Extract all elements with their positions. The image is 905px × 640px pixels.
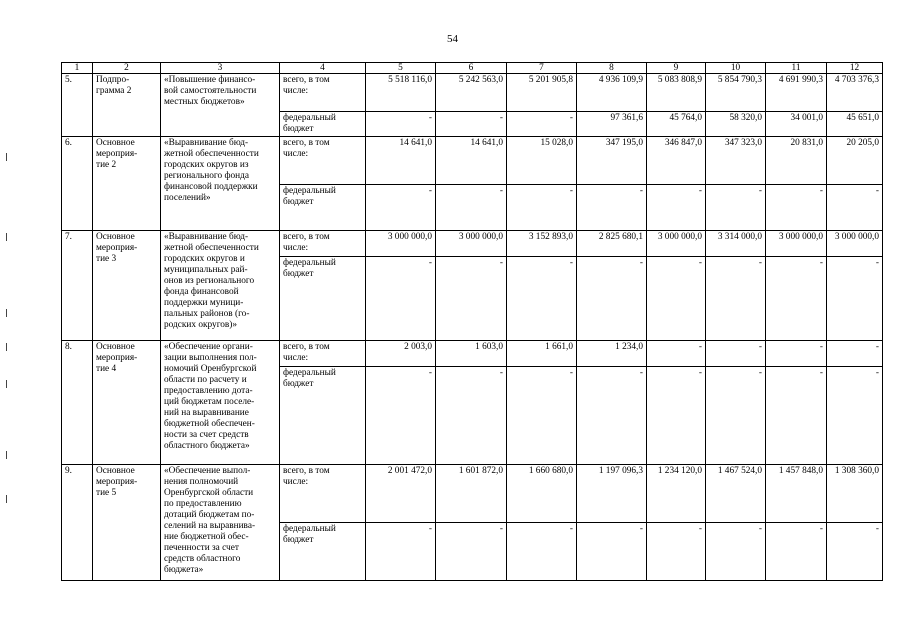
total-value: 1 234,0 xyxy=(577,341,647,367)
federal-label: федеральный бюджет xyxy=(280,185,366,231)
federal-value: - xyxy=(706,523,766,581)
total-label: всего, в том числе: xyxy=(280,465,366,523)
row-name: «Выравнивание бюд- жетной обеспеченности городских округов и муниципальных рай- онов из регионального фонда финансовой поддержки муници- пальных районов (го- родских округов)» xyxy=(161,231,280,341)
federal-label: федеральный бюджет xyxy=(280,112,366,137)
federal-value: - xyxy=(706,185,766,231)
federal-value: - xyxy=(577,257,647,341)
federal-value: - xyxy=(647,367,706,465)
total-value: 5 083 808,9 xyxy=(647,74,706,112)
row-name: «Обеспечение органи- зации выполнения пол- номочий Оренбургской области по расчету и предоставлению дота- ций бюджетам поселе- ний на выравнивание бюджетной обеспечен- ности за счет средств областного бюджета» xyxy=(161,341,280,465)
total-value: 14 641,0 xyxy=(436,137,507,185)
total-value: 1 234 120,0 xyxy=(647,465,706,523)
total-value: 1 661,0 xyxy=(507,341,577,367)
margin-mark xyxy=(6,495,7,503)
federal-value: - xyxy=(436,523,507,581)
federal-value: - xyxy=(366,257,436,341)
federal-value: 58 320,0 xyxy=(706,112,766,137)
total-value: 5 854 790,3 xyxy=(706,74,766,112)
federal-value: - xyxy=(436,112,507,137)
total-value: 2 003,0 xyxy=(366,341,436,367)
federal-value: - xyxy=(436,257,507,341)
federal-value: - xyxy=(436,367,507,465)
federal-value: - xyxy=(507,112,577,137)
federal-value: - xyxy=(507,523,577,581)
total-value: 20 205,0 xyxy=(827,137,883,185)
margin-mark xyxy=(6,343,7,351)
federal-value: - xyxy=(827,367,883,465)
total-value: 347 323,0 xyxy=(706,137,766,185)
federal-label: федеральный бюджет xyxy=(280,257,366,341)
federal-value: - xyxy=(366,523,436,581)
total-value: 15 028,0 xyxy=(507,137,577,185)
page-number: 54 xyxy=(447,33,458,45)
federal-value: - xyxy=(827,185,883,231)
total-value: 3 000 000,0 xyxy=(366,231,436,257)
table-row xyxy=(62,465,883,523)
row-name: «Выравнивание бюд- жетной обеспеченности городских округов из регионального фонда финансовой поддержки поселений» xyxy=(161,137,280,231)
total-value: 3 152 893,0 xyxy=(507,231,577,257)
total-value: 1 467 524,0 xyxy=(706,465,766,523)
federal-value: - xyxy=(766,257,827,341)
federal-value: - xyxy=(577,185,647,231)
federal-value: - xyxy=(706,257,766,341)
federal-value: - xyxy=(507,257,577,341)
column-header: 4 xyxy=(280,63,366,74)
federal-value: - xyxy=(507,185,577,231)
federal-value: 45 764,0 xyxy=(647,112,706,137)
federal-label: федеральный бюджет xyxy=(280,523,366,581)
total-value: 5 242 563,0 xyxy=(436,74,507,112)
row-type: Основное мероприя- тие 2 xyxy=(93,137,161,231)
total-value: 1 457 848,0 xyxy=(766,465,827,523)
header-row xyxy=(62,63,883,74)
table-row xyxy=(62,74,883,112)
margin-mark xyxy=(6,309,7,317)
row-number: 7. xyxy=(62,231,93,341)
total-value: 4 936 109,9 xyxy=(577,74,647,112)
row-number: 8. xyxy=(62,341,93,465)
margin-mark xyxy=(6,153,7,161)
total-value: 1 601 872,0 xyxy=(436,465,507,523)
federal-value: - xyxy=(577,367,647,465)
federal-value: - xyxy=(706,367,766,465)
total-value: 3 000 000,0 xyxy=(436,231,507,257)
column-header: 1 xyxy=(62,63,93,74)
total-value: 1 603,0 xyxy=(436,341,507,367)
total-value: 1 308 360,0 xyxy=(827,465,883,523)
federal-value: - xyxy=(366,367,436,465)
column-header: 8 xyxy=(577,63,647,74)
total-value: 347 195,0 xyxy=(577,137,647,185)
federal-value: - xyxy=(766,523,827,581)
total-value: 4 691 990,3 xyxy=(766,74,827,112)
margin-mark xyxy=(6,380,7,388)
column-header: 10 xyxy=(706,63,766,74)
total-value: 3 000 000,0 xyxy=(766,231,827,257)
federal-label: федеральный бюджет xyxy=(280,367,366,465)
row-name: «Повышение финансо- вой самостоятельности местных бюджетов» xyxy=(161,74,280,137)
column-header: 11 xyxy=(766,63,827,74)
total-value: 20 831,0 xyxy=(766,137,827,185)
federal-value: - xyxy=(366,185,436,231)
total-value: 346 847,0 xyxy=(647,137,706,185)
total-value: - xyxy=(647,341,706,367)
federal-value: - xyxy=(507,367,577,465)
margin-mark xyxy=(6,451,7,459)
total-value: 3 000 000,0 xyxy=(827,231,883,257)
column-header: 2 xyxy=(93,63,161,74)
table-row xyxy=(62,231,883,257)
total-label: всего, в том числе: xyxy=(280,74,366,112)
total-value: - xyxy=(827,341,883,367)
row-type: Основное мероприя- тие 5 xyxy=(93,465,161,581)
column-header: 12 xyxy=(827,63,883,74)
total-label: всего, в том числе: xyxy=(280,137,366,185)
column-header: 7 xyxy=(507,63,577,74)
total-label: всего, в том числе: xyxy=(280,341,366,367)
total-value: 14 641,0 xyxy=(366,137,436,185)
federal-value: 45 651,0 xyxy=(827,112,883,137)
federal-value: - xyxy=(647,523,706,581)
row-type: Подпро- грамма 2 xyxy=(93,74,161,137)
total-value: - xyxy=(766,341,827,367)
row-type: Основное мероприя- тие 4 xyxy=(93,341,161,465)
total-value: 3 314 000,0 xyxy=(706,231,766,257)
federal-value: - xyxy=(766,367,827,465)
federal-value: - xyxy=(827,523,883,581)
table-row xyxy=(62,341,883,367)
row-number: 9. xyxy=(62,465,93,581)
row-number: 6. xyxy=(62,137,93,231)
total-value: 5 518 116,0 xyxy=(366,74,436,112)
federal-value: - xyxy=(577,523,647,581)
total-value: 1 197 096,3 xyxy=(577,465,647,523)
row-number: 5. xyxy=(62,74,93,137)
federal-value: - xyxy=(436,185,507,231)
total-value: - xyxy=(706,341,766,367)
federal-value: - xyxy=(647,257,706,341)
federal-value: 97 361,6 xyxy=(577,112,647,137)
column-header: 6 xyxy=(436,63,507,74)
column-header: 9 xyxy=(647,63,706,74)
federal-value: - xyxy=(766,185,827,231)
federal-value: - xyxy=(647,185,706,231)
total-value: 2 001 472,0 xyxy=(366,465,436,523)
budget-table xyxy=(61,62,883,581)
total-value: 1 660 680,0 xyxy=(507,465,577,523)
column-header: 5 xyxy=(366,63,436,74)
row-type: Основное мероприя- тие 3 xyxy=(93,231,161,341)
total-value: 4 703 376,3 xyxy=(827,74,883,112)
total-value: 2 825 680,1 xyxy=(577,231,647,257)
federal-value: - xyxy=(366,112,436,137)
table-row xyxy=(62,137,883,185)
row-name: «Обеспечение выпол- нения полномочий Оренбургской области по предоставлению дотаций бюджетам по- селений на выравнива- ние бюджетной обес- печенности за счет средств областного бюджета» xyxy=(161,465,280,581)
margin-mark xyxy=(6,233,7,241)
total-value: 3 000 000,0 xyxy=(647,231,706,257)
total-label: всего, в том числе: xyxy=(280,231,366,257)
total-value: 5 201 905,8 xyxy=(507,74,577,112)
federal-value: 34 001,0 xyxy=(766,112,827,137)
federal-value: - xyxy=(827,257,883,341)
column-header: 3 xyxy=(161,63,280,74)
